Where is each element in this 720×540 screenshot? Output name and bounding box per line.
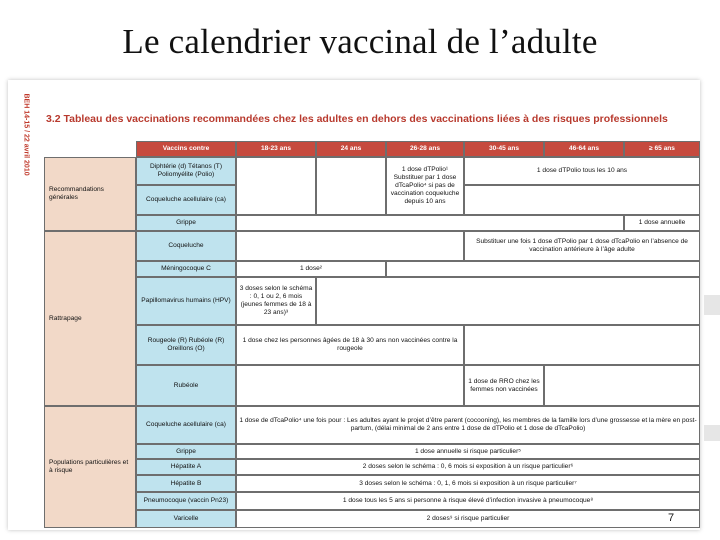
side-note: BEH 14-15 / 22 avril 2010	[22, 93, 30, 176]
category-special: Populations particulières et à risque	[44, 406, 136, 528]
grippe-65-cell: 1 dose annuelle	[624, 215, 700, 231]
vaccine-dtp: Diphtérie (d) Tétanos (T) Poliomyélite (Polio)	[136, 157, 236, 185]
dtp-later-cell: 1 dose dTPolio tous les 10 ans	[464, 157, 700, 185]
empty-cell	[316, 157, 386, 215]
empty-cell	[236, 231, 464, 261]
empty-cell	[464, 325, 700, 365]
empty-cell	[544, 365, 700, 406]
vaccine-grippe-general: Grippe	[136, 215, 236, 231]
meningocoque-cell: 1 dose²	[236, 261, 386, 277]
coqueluche-catchup-cell: Substituer une fois 1 dose dTPolio par 1 dose dTcaPolio en l’absence de vaccination antérieure à l’âge adulte	[464, 231, 700, 261]
header-65: ≥ 65 ans	[624, 141, 700, 157]
vaccine-coqueluche-special: Coqueluche acellulaire (ca)	[136, 406, 236, 444]
pneumocoque-cell: 1 dose tous les 5 ans si personne à risque élevé d’infection invasive à pneumocoque⁸	[236, 492, 700, 510]
header-30-45: 30-45 ans	[464, 141, 544, 157]
empty-cell	[316, 277, 700, 325]
varicelle-cell: 2 doses⁹ si risque particulier	[236, 510, 700, 528]
table-title: 3.2 Tableau des vaccinations recommandées chez les adultes en dehors des vaccinations liées à des risques professionnels	[46, 113, 668, 125]
empty-cell	[464, 185, 700, 215]
hepatite-a-cell: 2 doses selon le schéma : 0, 6 mois si exposition à un risque particulier⁶	[236, 459, 700, 475]
ror-cell: 1 dose chez les personnes âgées de 18 à 30 ans non vaccinées contre la rougeole	[236, 325, 464, 365]
rubeole-cell: 1 dose de RRO chez les femmes non vaccinées	[464, 365, 544, 406]
vaccine-grippe-special: Grippe	[136, 444, 236, 459]
vaccine-meningocoque: Méningocoque C	[136, 261, 236, 277]
grippe-special-cell: 1 dose annuelle si risque particulier⁵	[236, 444, 700, 459]
vaccine-coqueluche-catchup: Coqueluche	[136, 231, 236, 261]
page-edge-shadow	[704, 425, 720, 441]
dtp-26-28-cell: 1 dose dTPolio¹ Substituer par 1 dose dTcaPolio⁴ si pas de vaccination coqueluche depuis 10 ans	[386, 157, 464, 215]
header-18-23: 18-23 ans	[236, 141, 316, 157]
category-catchup: Rattrapage	[44, 231, 136, 406]
vaccine-hepatite-a: Hépatite A	[136, 459, 236, 475]
slide-title: Le calendrier vaccinal de l’adulte	[122, 22, 598, 61]
header-26-28: 26-28 ans	[386, 141, 464, 157]
vaccine-hepatite-b: Hépatite B	[136, 475, 236, 492]
empty-cell	[236, 157, 316, 215]
header-24: 24 ans	[316, 141, 386, 157]
empty-cell	[236, 215, 624, 231]
vaccine-rubeole: Rubéole	[136, 365, 236, 406]
page-number: 7	[668, 512, 675, 524]
vaccine-varicelle: Varicelle	[136, 510, 236, 528]
header-46-64: 46-64 ans	[544, 141, 624, 157]
vaccine-coqueluche-general: Coqueluche acellulaire (ca)	[136, 185, 236, 215]
header-vaccins: Vaccins contre	[136, 141, 236, 157]
vaccine-hpv: Papillomavirus humains (HPV)	[136, 277, 236, 325]
vaccine-ror: Rougeole (R) Rubéole (R) Oreillons (O)	[136, 325, 236, 365]
empty-cell	[386, 261, 700, 277]
coqueluche-special-cell: 1 dose de dTcaPolio⁴ une fois pour : Les adultes ayant le projet d’être parent (cocooning), les membres de la famille lors d’une grossesse et la mère en post-partum, (délai minimal de 2 ans entre 1 dose de dTPolio et 1 dose de dTcaPolio)	[236, 406, 700, 444]
category-general: Recommandations générales	[44, 157, 136, 231]
hepatite-b-cell: 3 doses selon le schéma : 0, 1, 6 mois si exposition à un risque particulier⁷	[236, 475, 700, 492]
page-edge-shadow	[704, 295, 720, 315]
vaccine-pneumocoque: Pneumocoque (vaccin Pn23)	[136, 492, 236, 510]
empty-cell	[236, 365, 464, 406]
hpv-cell: 3 doses selon le schéma : 0, 1 ou 2, 6 mois (jeunes femmes de 18 à 23 ans)³	[236, 277, 316, 325]
